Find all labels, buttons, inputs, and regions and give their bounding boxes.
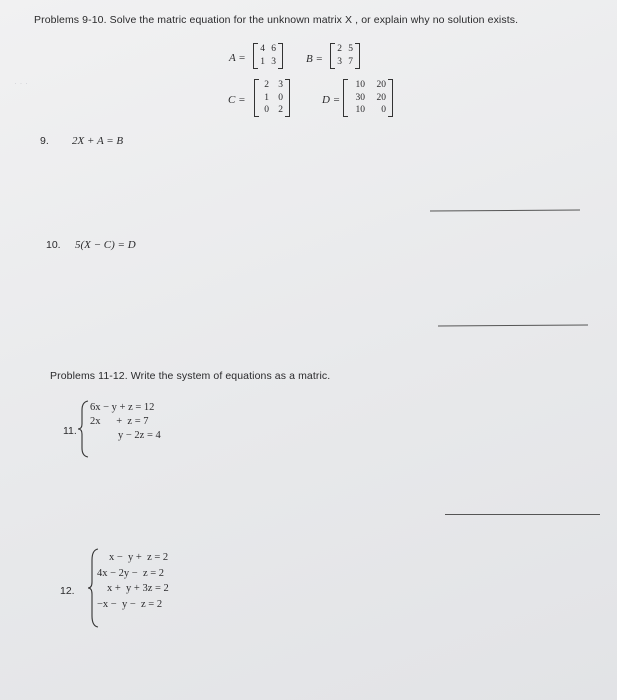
problem-12-line-3: x + y + 3z = 2 — [107, 583, 169, 594]
problem-11-answer-line[interactable] — [445, 514, 600, 515]
matrix-b-label: B = — [306, 53, 323, 65]
problem-11-line-2: 2x + z = 7 — [90, 416, 149, 427]
section-header-9-10: Problems 9-10. Solve the matric equation for the unknown matrix X , or explain why no solution exists. — [34, 14, 519, 26]
problem-9-equation: 2X + A = B — [72, 135, 124, 147]
problem-10-answer-line[interactable] — [438, 324, 588, 326]
matrix-c: 2 3 1 0 0 2 — [254, 79, 290, 117]
problem-12-system — [97, 550, 169, 612]
matrix-d: 10 20 30 20 10 0 — [343, 79, 393, 117]
problem-11-system — [90, 401, 161, 443]
problem-11-line-1: 6x − y + z = 12 — [90, 402, 155, 413]
section-header-11-12: Problems 11-12. Write the system of equations as a matric. — [50, 370, 331, 382]
problem-12-line-2: 4x − 2y − z = 2 — [97, 567, 165, 579]
bleed-through-text: · · · — [14, 78, 28, 88]
problem-11-brace — [78, 400, 90, 458]
problem-9-answer-line[interactable] — [430, 209, 580, 211]
problem-12-line-4: −x − y − z = 2 — [97, 598, 163, 610]
problem-10-equation: 5(X − C) = D — [75, 239, 136, 251]
problem-9-number: 9. — [40, 135, 49, 147]
matrix-d-label: D = — [322, 94, 341, 106]
problem-10-number: 10. — [46, 239, 61, 251]
matrix-c-label: C = — [228, 94, 246, 106]
problem-12-number: 12. — [60, 585, 75, 597]
matrix-b: 2 5 3 7 — [330, 43, 360, 69]
matrix-a: 4 6 1 3 — [253, 43, 283, 69]
matrix-a-label: A = — [229, 52, 246, 64]
problem-12-line-1: x − y + z = 2 — [109, 552, 169, 563]
problem-11-number: 11. — [63, 425, 77, 437]
problem-11-line-3: y − 2z = 4 — [118, 430, 161, 441]
